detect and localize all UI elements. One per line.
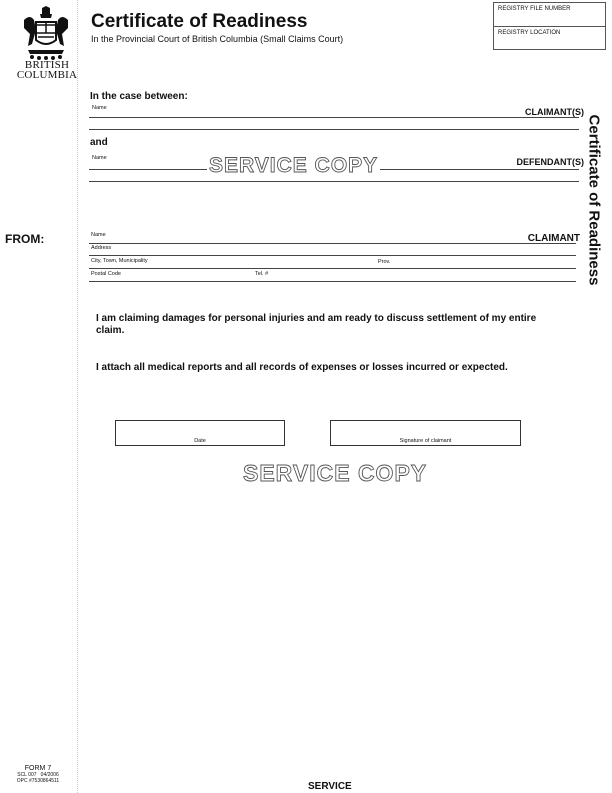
page-subtitle: In the Provincial Court of British Columbia (Small Claims Court) — [91, 34, 344, 44]
service-copy-watermark-top: SERVICE COPY — [209, 154, 379, 177]
bc-logo-wordmark — [10, 60, 84, 80]
and-label: and — [90, 137, 108, 148]
service-copy-watermark-bottom: SERVICE COPY — [243, 460, 428, 486]
signature-label: Signature of claimant — [399, 438, 452, 444]
registry-location-label: REGISTRY LOCATION — [498, 30, 561, 36]
page-title: Certificate of Readiness — [91, 11, 308, 32]
from-label: FROM: — [5, 232, 45, 246]
date-label: Date — [194, 438, 206, 444]
tel-label: Tel. # — [255, 271, 269, 277]
defendant-role-label: DEFENDANT(S) — [516, 157, 584, 167]
copy-type-label: SERVICE — [308, 781, 352, 792]
from-name-label: Name — [91, 232, 106, 238]
claimant-name-label: Name — [92, 105, 107, 111]
case-heading: In the case between: — [90, 91, 188, 102]
logo-line-2: COLUMBIA — [16, 69, 78, 81]
side-title-text: Certificate of Readiness — [585, 114, 603, 286]
defendant-name-field-2[interactable] — [89, 181, 579, 182]
city-label: City, Town, Municipality — [91, 258, 148, 264]
registry-location-field[interactable] — [494, 26, 605, 49]
from-role-label: CLAIMANT — [527, 233, 580, 244]
defendant-name-label: Name — [92, 155, 107, 161]
postal-code-label: Postal Code — [91, 271, 121, 277]
date-field[interactable] — [115, 420, 285, 446]
statement-attachments: I attach all medical reports and all records of expenses or losses incurred or expected. — [96, 362, 508, 373]
logo-line-1: BRITISH — [24, 59, 70, 71]
margin-divider — [77, 0, 78, 793]
from-name-field[interactable] — [89, 243, 576, 244]
city-prov-field[interactable] — [89, 268, 576, 269]
form-opc: OPC #7530864511 — [16, 778, 60, 784]
side-title — [583, 90, 605, 310]
form-code: SCL 007 04/2006 — [17, 772, 59, 778]
bc-crest-logo — [20, 6, 72, 62]
claimant-role-label: CLAIMANT(S) — [525, 107, 584, 117]
address-field[interactable] — [89, 255, 576, 256]
address-label: Address — [91, 245, 112, 251]
statement-injuries: I am claiming damages for personal injuries and am ready to discuss settlement of my entire claim. — [96, 313, 537, 336]
registry-file-number-label: REGISTRY FILE NUMBER — [498, 6, 571, 12]
claimant-name-field-2[interactable] — [89, 129, 579, 130]
registry-box — [493, 2, 606, 50]
prov-label: Prov. — [378, 259, 391, 265]
postal-tel-field[interactable] — [89, 281, 576, 282]
signature-field[interactable] — [330, 420, 521, 446]
form-number: FORM 7 — [24, 765, 52, 772]
form-info — [10, 766, 66, 784]
registry-file-number-field[interactable] — [494, 3, 605, 26]
claimant-name-field[interactable] — [89, 117, 579, 118]
